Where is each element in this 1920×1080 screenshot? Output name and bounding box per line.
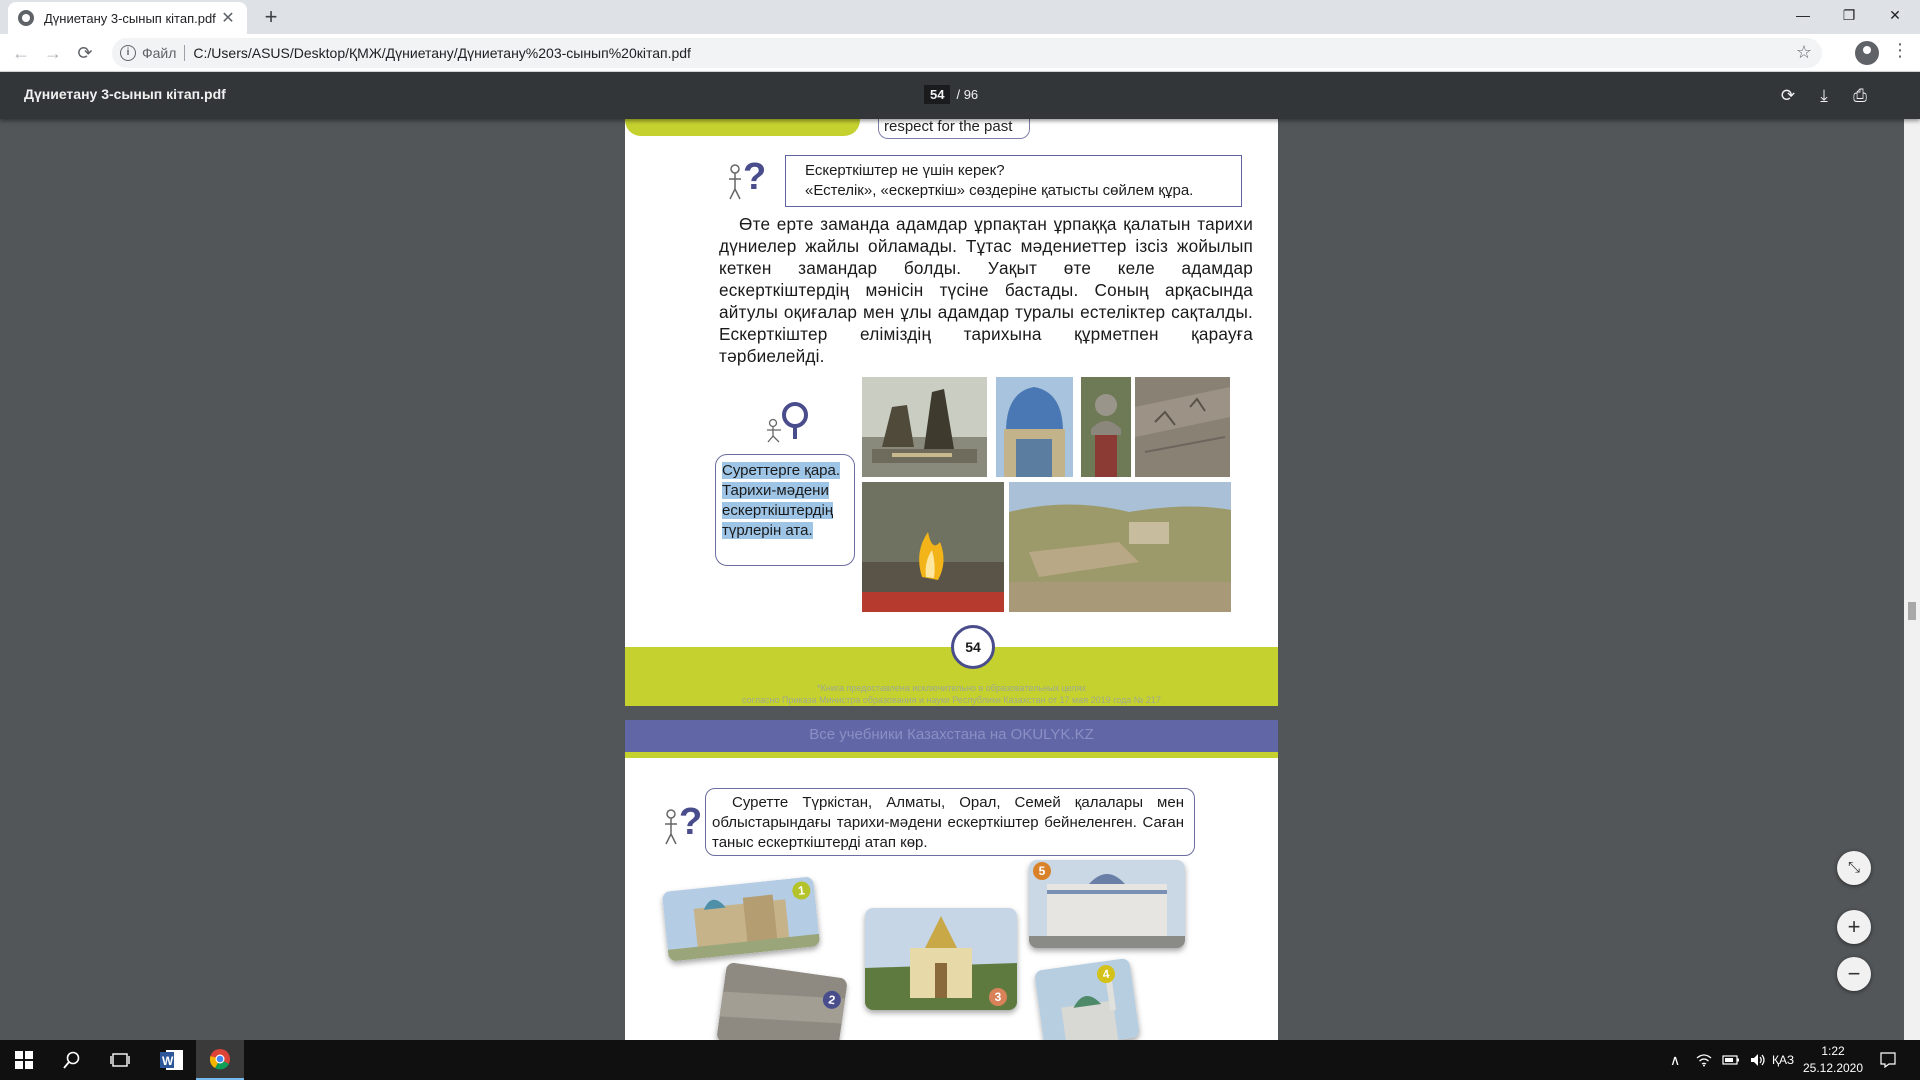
show-hidden-icons-button[interactable]: ∧ bbox=[1670, 1051, 1681, 1068]
system-clock[interactable] bbox=[1798, 1043, 1868, 1077]
wifi-icon[interactable] bbox=[1696, 1040, 1712, 1080]
monument-statue-photo bbox=[862, 377, 987, 477]
badge-1: 1 bbox=[791, 881, 811, 901]
header-band bbox=[625, 119, 860, 136]
chrome-icon bbox=[209, 1048, 231, 1070]
photo-card-3 bbox=[865, 908, 1017, 1010]
browser-tab[interactable] bbox=[8, 2, 247, 34]
task-box bbox=[715, 454, 855, 566]
chrome-app-button[interactable] bbox=[196, 1040, 244, 1080]
search-button[interactable] bbox=[48, 1040, 96, 1080]
archaeological-site-photo bbox=[1009, 482, 1231, 612]
task-text[interactable]: Суреттерге қара. Тарихи-мәдени ескерткіштердің түрлерін ата. bbox=[722, 462, 841, 539]
windows-taskbar bbox=[0, 1040, 1920, 1080]
new-tab-button[interactable]: + bbox=[264, 4, 278, 29]
info-icon[interactable]: i bbox=[120, 45, 136, 61]
word-icon bbox=[160, 1049, 184, 1071]
word-app-button[interactable] bbox=[148, 1040, 196, 1080]
question-icon bbox=[721, 155, 771, 201]
pdf-title: Дүниетану 3-сынып кітап.pdf bbox=[24, 86, 226, 102]
question-box: Суретте Түркістан, Алматы, Орал, Семей қалалары мен облыстарындағы тарихи-мәдени ескерткіштер бейнеленген. Саған таныс ескерткіштерді атап көр. bbox=[705, 788, 1195, 856]
windows-logo-icon bbox=[15, 1051, 33, 1069]
magnifier-icon bbox=[759, 399, 815, 443]
fit-to-page-button[interactable]: ⤡ bbox=[1837, 851, 1871, 885]
question-line-2: «Естелік», «ескерткіш» сөздеріне қатысты сөйлем құра. bbox=[805, 182, 1194, 199]
badge-3: 3 bbox=[989, 988, 1007, 1006]
volume-icon[interactable] bbox=[1750, 1040, 1766, 1080]
badge-5: 5 bbox=[1033, 862, 1051, 880]
footnote-line-1: *Книга предоставлена исключительно в образовательных целях bbox=[817, 683, 1086, 693]
okulyk-banner-text: Все учебники Казахстана на OKULYK.KZ bbox=[809, 726, 1094, 743]
eternal-flame-photo bbox=[862, 482, 1004, 612]
photo-card-1 bbox=[662, 876, 820, 962]
svg-text:W: W bbox=[162, 1054, 174, 1068]
back-button[interactable]: ← bbox=[12, 43, 30, 63]
browser-menu-icon[interactable]: ⋮ bbox=[1891, 40, 1909, 60]
language-indicator[interactable]: ҚАЗ bbox=[1772, 1053, 1795, 1067]
tab-title: Дүниетану 3-сынып кітап.pdf bbox=[44, 10, 216, 26]
url-text[interactable]: C:/Users/ASUS/Desktop/ҚМЖ/Дүниетану/Дүниетану%203-сынып%20кітап.pdf bbox=[193, 45, 691, 61]
print-icon[interactable]: ⎙ bbox=[1853, 86, 1867, 105]
download-icon[interactable]: ⤓ bbox=[1820, 86, 1828, 105]
pdf-toolbar bbox=[0, 72, 1920, 119]
petroglyph-photo bbox=[1135, 377, 1230, 477]
question-icon bbox=[657, 800, 707, 846]
photo-card-4 bbox=[1034, 958, 1140, 1040]
scheme-label: Файл bbox=[142, 45, 177, 61]
footnote-line-2: согласно Приказа Министра образования и науки Республики Казахстан от 17 мая 2019 года № 217 bbox=[742, 695, 1161, 705]
pdf-page-55 bbox=[625, 720, 1278, 1040]
badge-4: 4 bbox=[1096, 964, 1116, 984]
browser-toolbar bbox=[0, 34, 1920, 72]
svg-text:?: ? bbox=[743, 156, 767, 198]
photo-card-5 bbox=[1029, 860, 1185, 948]
zoom-out-button[interactable]: − bbox=[1837, 957, 1871, 991]
main-paragraph: Өте ерте заманда адамдар ұрпақтан ұрпаққа қалатын тарихи дүниелер жайлы ойламады. Тұтас мәдениеттер ізсіз жойылып кеткен замандар болды. Уақыт өте келе адамдар ескерткіштердің мәнісін түсіне бастады. Соның арқасында айтулы оқиғалар мен ұлы адамдар туралы естеліктер сақталды. Ескерткіштер еліміздің тарихына құрметпен қарауға тәрбиелейді. bbox=[719, 214, 1253, 366]
clock-time: 1:22 bbox=[1821, 1044, 1845, 1058]
svg-text:?: ? bbox=[679, 801, 703, 843]
rotate-icon[interactable]: ⟳ bbox=[1780, 86, 1796, 105]
globe-icon bbox=[18, 10, 34, 26]
task-view-button[interactable] bbox=[96, 1040, 144, 1080]
clock-date: 25.12.2020 bbox=[1802, 1061, 1864, 1075]
mausoleum-dome-photo bbox=[996, 377, 1073, 477]
zoom-in-button[interactable]: + bbox=[1837, 910, 1871, 944]
search-icon bbox=[63, 1051, 81, 1069]
mosque-photo bbox=[1034, 958, 1140, 1040]
scrollbar-thumb[interactable] bbox=[1908, 602, 1916, 620]
page-number-badge: 54 bbox=[951, 625, 995, 669]
minimize-button[interactable]: — bbox=[1796, 7, 1810, 23]
bust-monument-photo bbox=[1081, 377, 1131, 477]
vertical-scrollbar[interactable] bbox=[1904, 72, 1920, 1040]
page-indicator bbox=[924, 85, 978, 104]
forward-button[interactable]: → bbox=[44, 43, 62, 63]
task-view-icon bbox=[110, 1052, 130, 1068]
close-window-button[interactable]: ✕ bbox=[1889, 7, 1901, 23]
reload-button[interactable]: ⟳ bbox=[77, 43, 93, 63]
total-pages: / 96 bbox=[956, 87, 979, 102]
notifications-icon[interactable] bbox=[1880, 1040, 1896, 1080]
respect-label: respect for the past bbox=[878, 119, 1030, 139]
close-tab-icon[interactable]: ✕ bbox=[221, 10, 235, 27]
question-box bbox=[785, 155, 1242, 207]
photo-card-2 bbox=[716, 962, 848, 1040]
maximize-button[interactable]: ❐ bbox=[1842, 7, 1856, 23]
bookmark-star-icon[interactable]: ☆ bbox=[1795, 42, 1812, 62]
profile-avatar-icon[interactable] bbox=[1855, 41, 1879, 65]
divider bbox=[184, 45, 185, 61]
badge-2: 2 bbox=[822, 990, 842, 1010]
pdf-page-54 bbox=[625, 119, 1278, 706]
page-number-input[interactable]: 54 bbox=[924, 85, 950, 104]
address-bar[interactable] bbox=[112, 38, 1822, 68]
battery-icon[interactable] bbox=[1722, 1040, 1740, 1080]
start-button[interactable] bbox=[0, 1040, 48, 1080]
historic-building-photo bbox=[1029, 860, 1185, 948]
question-line-1: Ескерткіштер не үшін керек? bbox=[805, 162, 1005, 179]
tab-strip bbox=[0, 0, 1920, 34]
